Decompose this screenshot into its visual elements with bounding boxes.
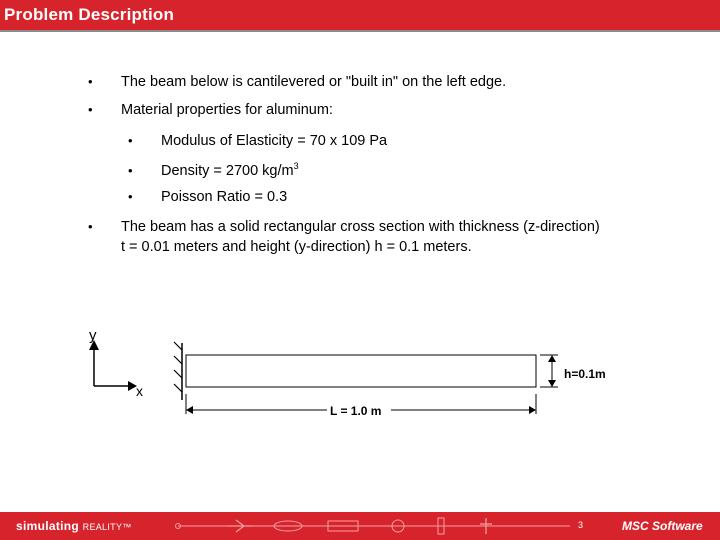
footer-tagline-main: simulating	[16, 519, 80, 533]
airplane-icon	[228, 520, 252, 532]
bullet-item-2	[0, 100, 720, 120]
height-label: h=0.1m	[564, 367, 606, 381]
density-text: Density = 2700 kg/m	[161, 163, 294, 179]
wall-hatch	[174, 370, 182, 378]
height-dimension	[540, 355, 606, 387]
coordinate-axes	[89, 327, 143, 399]
y-axis-label: y	[89, 327, 97, 344]
footer-bar	[0, 512, 720, 540]
wall-hatch	[174, 356, 182, 364]
arrow-left-icon	[186, 406, 193, 414]
arrow-right-icon	[529, 406, 536, 414]
footer-tagline	[16, 519, 132, 533]
bullet-text: Poisson Ratio = 0.3	[161, 189, 288, 205]
beam-diagram	[0, 320, 720, 430]
sub-bullet-item-3	[0, 187, 720, 207]
x-axis-label: x	[136, 383, 143, 399]
sub-bullet-item-2	[0, 161, 720, 181]
bullet-marker: •	[88, 74, 93, 89]
density-exponent: 3	[293, 161, 299, 172]
fixed-support	[174, 342, 182, 400]
beam-rectangle	[186, 355, 536, 387]
bullet-item-1	[0, 72, 720, 92]
wall-hatch	[174, 384, 182, 392]
length-dimension	[186, 394, 536, 418]
length-label: L = 1.0 m	[330, 404, 382, 418]
page-number: 3	[578, 520, 584, 530]
bullet-marker: •	[128, 163, 133, 178]
arrow-up-icon	[548, 355, 556, 362]
brand-logo: MSC Software	[622, 519, 703, 533]
bullet-text: Material properties for aluminum:	[121, 102, 333, 118]
bullet-text	[161, 161, 299, 181]
footer-tagline-sub: REALITY™	[82, 522, 132, 532]
bullet-marker: •	[88, 102, 93, 117]
bullet-marker: •	[128, 189, 133, 204]
bullet-marker: •	[88, 219, 93, 234]
bullet-text: The beam below is cantilevered or "built in" on the left edge.	[121, 74, 507, 90]
sub-bullet-item-1	[0, 131, 720, 151]
wall-hatch	[174, 342, 182, 350]
page-title: Problem Description	[4, 5, 175, 24]
bullet-text: The beam has a solid rectangular cross section with thickness (z-direction) t = 0.01 meters and height (y-direction) h = 0.1 meters.	[121, 219, 600, 255]
title-bar	[0, 0, 720, 30]
arrow-down-icon	[548, 380, 556, 387]
bullet-marker: •	[128, 133, 133, 148]
title-divider	[0, 30, 720, 32]
bullet-text: Modulus of Elasticity = 70 x 109 Pa	[161, 133, 388, 149]
bullet-item-3	[0, 217, 720, 261]
footer-decoration	[170, 512, 590, 540]
